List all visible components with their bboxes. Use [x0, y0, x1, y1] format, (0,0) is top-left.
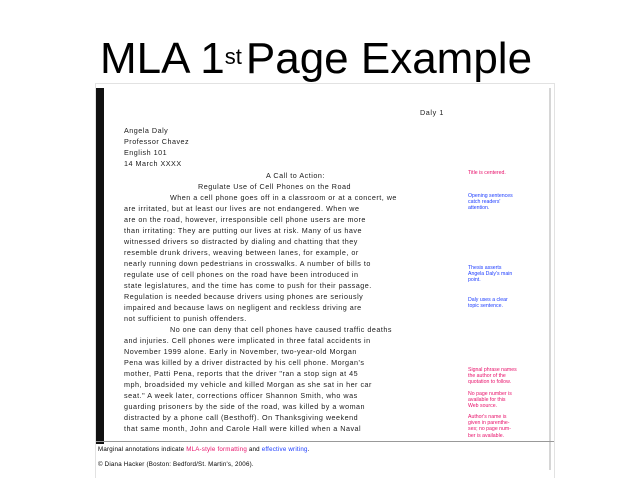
slide-title: [100, 34, 532, 84]
body-line: seat." A week later, corrections officer Shannon Smith, who was: [124, 391, 358, 400]
body-line: and injuries. Cell phones were implicated in three fatal accidents in: [124, 336, 371, 345]
footer-effective-writing: effective writing: [261, 446, 308, 453]
body-line: Pena was killed by a driver distracted by his cell phone. Morgan's: [124, 358, 365, 367]
slide-title-superscript: st: [224, 44, 242, 69]
annotation-topic-sentence: Daly uses a clear topic sentence.: [468, 297, 508, 310]
body-line: that same month, John and Carole Hall were killed when a Naval: [124, 424, 362, 433]
heading-course: English 101: [124, 148, 168, 157]
heading-date: 14 March XXXX: [124, 159, 182, 168]
body-line: November 1999 alone. Early in November, two-year-old Morgan: [124, 347, 357, 356]
body-line: distracted by a phone call (Besthoff). On Thanksgiving weekend: [124, 413, 359, 422]
body-line: mother, Patti Pena, reports that the driver "ran a stop sign at 45: [124, 369, 359, 378]
annotation-thesis: Thesis asserts Angela Daly's main point.: [468, 265, 513, 284]
body-line: When a cell phone goes off in a classroom or at a concert, we: [170, 193, 397, 202]
body-line: impaired and because laws on negligent and reckless driving are: [124, 303, 362, 312]
document-left-border: [96, 88, 104, 444]
slide-title-suffix: Page Example: [245, 34, 533, 83]
running-head: Daly 1: [420, 108, 444, 117]
footer-copyright: © Diana Hacker (Boston: Bedford/St. Martin's, 2006).: [98, 461, 254, 468]
body-line: No one can deny that cell phones have caused traffic deaths: [170, 325, 392, 334]
body-line: mph, broadsided my vehicle and killed Morgan as she sat in her car: [124, 380, 372, 389]
body-line: state legislatures, and the time has come to push for their passage.: [124, 281, 372, 290]
footer-caption: [98, 446, 310, 453]
paper-title-line-1: A Call to Action:: [266, 171, 325, 180]
footer-caption-text: Marginal annotations indicate: [98, 446, 187, 453]
body-line: witnessed drivers so distracted by dialing and chatting that they: [124, 237, 358, 246]
body-line: guarding prisoners by the side of the road, was killed by a woman: [124, 402, 366, 411]
annotation-author-name: Author's name is given in parenthe- ses; no page num- ber is available.: [468, 414, 511, 439]
body-line: nearly running down pedestrians in crosswalks. A number of bills to: [124, 259, 371, 268]
heading-professor: Professor Chavez: [124, 137, 190, 146]
slide-title-prefix: MLA 1: [100, 34, 225, 83]
footer-period: .: [307, 446, 310, 453]
document-right-border: [549, 88, 551, 470]
annotation-signal-phrase: Signal phrase names the author of the quotation to follow.: [468, 367, 517, 386]
body-line: resemble drunk drivers, weaving between lanes, for example, or: [124, 248, 359, 257]
heading-student-name: Angela Daly: [124, 126, 169, 135]
body-line: are irritated, but at least our lives are not endangered. When we: [124, 204, 360, 213]
body-line: than irritating: They are putting our lives at risk. Many of us have: [124, 226, 363, 235]
body-line: not sufficient to punish offenders.: [124, 314, 247, 323]
annotation-title-centered: Title is centered.: [468, 170, 506, 176]
annotation-no-page-number: No page number is available for this Web source.: [468, 391, 512, 410]
footer-mla-formatting: MLA-style formatting: [186, 446, 247, 453]
body-line: regulate use of cell phones on the road have been introduced in: [124, 270, 359, 279]
paper-title-line-2: Regulate Use of Cell Phones on the Road: [198, 182, 351, 191]
footer-and: and: [246, 446, 262, 453]
footer-divider: [96, 441, 554, 442]
annotation-opening-sentences: Opening sentences catch readers' attention.: [468, 193, 513, 212]
body-line: are on the road, however, irresponsible cell phone users are more: [124, 215, 366, 224]
body-line: Regulation is needed because drivers using phones are seriously: [124, 292, 364, 301]
